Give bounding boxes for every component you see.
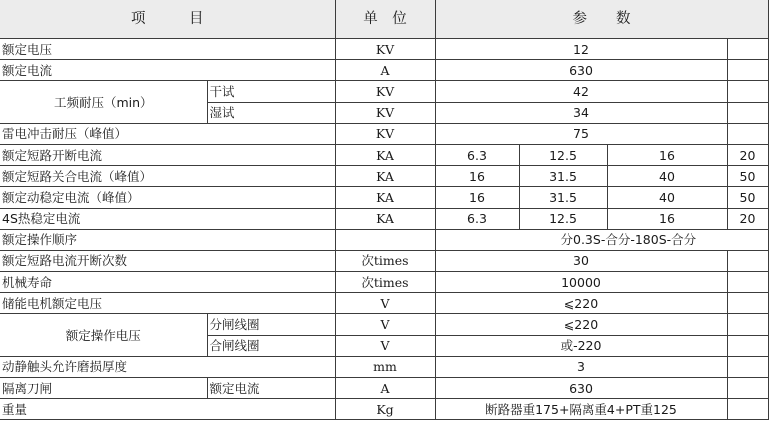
row-value-overflow [727, 293, 768, 314]
row-value: ⩽220 [435, 293, 727, 314]
row-value: 31.5 [519, 166, 607, 187]
header-item: 项 目 [0, 0, 335, 39]
row-value-overflow [727, 356, 768, 377]
row-value: 16 [607, 144, 727, 165]
row-name: 工频耐压（min） [0, 81, 207, 123]
row-name: 额定短路关合电流（峰值） [0, 166, 335, 187]
row-name: 隔离刀闸 [0, 378, 207, 399]
row-value: 16 [435, 166, 519, 187]
row-unit: KA [335, 187, 435, 208]
table-row [0, 123, 768, 144]
row-value-text: 分0.3S-合分-180S-合分 [560, 232, 697, 248]
row-value: 40 [607, 187, 727, 208]
row-value-overflow [727, 250, 768, 271]
row-name: 额定动稳定电流（峰值） [0, 187, 335, 208]
row-unit: V [335, 314, 435, 335]
row-unit: Kg [335, 399, 435, 420]
row-value: 16 [435, 187, 519, 208]
row-unit: KV [335, 39, 435, 60]
row-unit [335, 229, 435, 250]
row-unit: KA [335, 166, 435, 187]
table-row [0, 144, 768, 165]
row-value: ⩽220 [435, 314, 727, 335]
table-row [0, 378, 768, 399]
row-unit: KV [335, 102, 435, 123]
table-row [0, 208, 768, 229]
row-unit: V [335, 335, 435, 356]
row-value-overflow [727, 272, 768, 293]
row-value: 断路器重175+隔离重4+PT重125 [435, 399, 727, 420]
row-value: 20 [727, 144, 768, 165]
row-value: 12.5 [519, 144, 607, 165]
row-name: 雷电冲击耐压（峰值） [0, 123, 335, 144]
header-unit: 单 位 [335, 0, 435, 39]
row-subname: 额定电流 [207, 378, 335, 399]
row-unit: KV [335, 123, 435, 144]
row-name: 重量 [0, 399, 335, 420]
table-row [0, 166, 768, 187]
row-value: 12.5 [519, 208, 607, 229]
row-value: 20 [727, 208, 768, 229]
row-name: 额定短路电流开断次数 [0, 250, 335, 271]
row-value: 16 [607, 208, 727, 229]
row-value: 12 [435, 39, 727, 60]
row-unit: 次times [335, 272, 435, 293]
row-name: 额定短路开断电流 [0, 144, 335, 165]
row-value [435, 229, 768, 250]
row-value-overflow [727, 102, 768, 123]
row-value: 6.3 [435, 208, 519, 229]
row-value-overflow [727, 399, 768, 420]
row-value: 42 [435, 81, 727, 102]
header-row [0, 0, 768, 39]
row-name: 4S热稳定电流 [0, 208, 335, 229]
row-name: 动静触头允许磨损厚度 [0, 356, 335, 377]
row-name: 额定操作顺序 [0, 229, 335, 250]
row-value-overflow [727, 60, 768, 81]
row-value: 40 [607, 166, 727, 187]
row-value: 630 [435, 60, 727, 81]
row-value: 50 [727, 166, 768, 187]
row-subname: 分闸线圈 [207, 314, 335, 335]
table-row [0, 229, 768, 250]
row-value-overflow [727, 314, 768, 335]
row-value: 6.3 [435, 144, 519, 165]
table-row [0, 60, 768, 81]
row-unit: A [335, 60, 435, 81]
row-value-overflow [727, 81, 768, 102]
table-row [0, 187, 768, 208]
row-name: 额定电流 [0, 60, 335, 81]
row-value: 3 [435, 356, 727, 377]
row-value: 75 [435, 123, 727, 144]
row-value: 34 [435, 102, 727, 123]
table-row [0, 81, 768, 102]
row-unit: 次times [335, 250, 435, 271]
table-row [0, 293, 768, 314]
row-name: 机械寿命 [0, 272, 335, 293]
row-subname: 合闸线圈 [207, 335, 335, 356]
table-row [0, 272, 768, 293]
row-unit: mm [335, 356, 435, 377]
row-unit: KV [335, 81, 435, 102]
row-value-overflow [727, 335, 768, 356]
row-unit: V [335, 293, 435, 314]
table-row [0, 250, 768, 271]
row-value: 31.5 [519, 187, 607, 208]
row-value: 10000 [435, 272, 727, 293]
row-name: 额定操作电压 [0, 314, 207, 356]
table-row [0, 356, 768, 377]
row-unit: KA [335, 208, 435, 229]
row-value-overflow [727, 39, 768, 60]
row-name: 额定电压 [0, 39, 335, 60]
row-value: 50 [727, 187, 768, 208]
row-value: 630 [435, 378, 727, 399]
row-value: 或-220 [435, 335, 727, 356]
row-subname: 干试 [207, 81, 335, 102]
row-unit: KA [335, 144, 435, 165]
row-subname: 湿试 [207, 102, 335, 123]
row-unit: A [335, 378, 435, 399]
header-param: 参 数 [435, 0, 768, 39]
row-name: 储能电机额定电压 [0, 293, 335, 314]
row-value: 30 [435, 250, 727, 271]
row-value-overflow [727, 378, 768, 399]
row-value-overflow [727, 123, 768, 144]
table-row [0, 314, 768, 335]
table-row [0, 39, 768, 60]
table-row [0, 399, 768, 420]
